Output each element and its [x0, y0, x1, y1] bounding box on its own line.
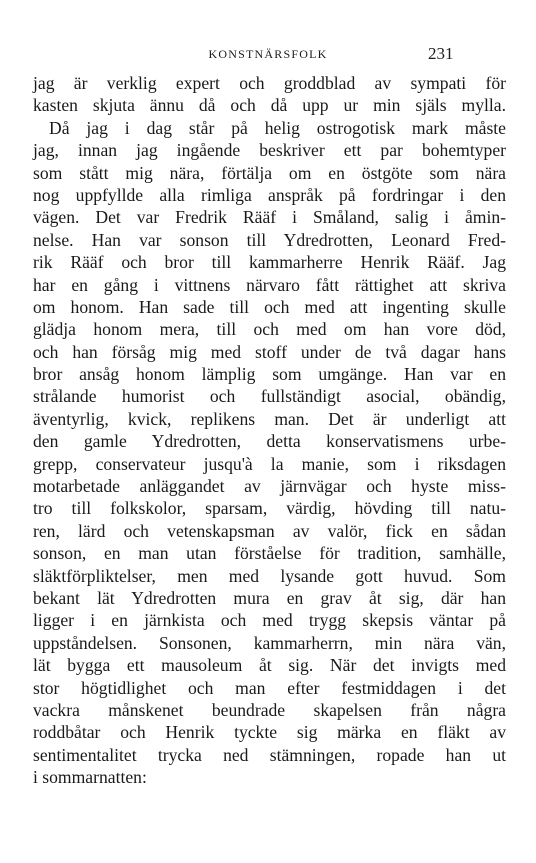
text-line: bekant lät Ydredrotten mura en grav åt sig, där han [33, 587, 506, 608]
text-line: och han försåg mig med stoff under de två dagar hans [33, 341, 506, 362]
text-line: Då jag i dag står på helig ostrogotisk mark måste [49, 117, 506, 138]
text-line: tro till folkskolor, sparsam, värdig, hövding till natu- [33, 498, 506, 519]
text-line: rik Rääf och bror till kammarherre Henrik Rääf. Jag [33, 252, 506, 273]
text-line: bror ansåg honom lämplig som umgänge. Han var en [33, 364, 506, 385]
text-line: stor högtidlighet och man efter festmiddagen i det [33, 677, 506, 698]
text-line: ligger i en järnkista och med trygg skepsis väntar på [33, 610, 506, 631]
text-line: ren, lärd och vetenskapsman av valör, fick en sådan [33, 520, 506, 541]
text-line: den gamle Ydredrotten, detta konservatismens urbe- [33, 431, 506, 452]
text-line: uppståndelsen. Sonsonen, kammarherrn, min nära vän, [33, 632, 506, 653]
text-line: jag är verklig expert och groddblad av sympati för [33, 73, 506, 93]
running-title: KONSTNÄRSFOLK [208, 47, 328, 61]
text-line: nelse. Han var sonson till Ydredrotten, Leonard Fred- [33, 229, 506, 250]
text-line: vackra månskenet beundrade skapelsen från några [33, 699, 506, 720]
text-line: som stått mig nära, förtälja om en östgöte som nära [33, 162, 506, 183]
page-number: 231 [428, 44, 454, 63]
text-line: släktförpliktelser, men med lysande gott huvud. Som [33, 565, 506, 586]
text-line: kasten skjuta ännu då och då upp ur min själs mylla. [33, 95, 506, 116]
text-line: grepp, conservateur jusqu'à la manie, som i riksdagen [33, 453, 506, 474]
text-line: jag, innan jag ingående beskriver ett par bohemtyper [33, 140, 506, 161]
text-line: strålande humorist och fullständigt asocial, obändig, [33, 386, 506, 407]
text-line: nog uppfyllde alla rimliga anspråk på fordringar i den [33, 184, 506, 205]
text-line: glädja honom mera, till och med om han vore död, [33, 319, 506, 340]
text-line: lät bygga ett mausoleum åt sig. När det invigts med [33, 655, 506, 676]
text-line: roddbåtar och Henrik tyckte sig märka en fläkt av [33, 722, 506, 743]
body-text [33, 72, 506, 789]
text-line: sonson, en man utan förståelse för tradition, samhälle, [33, 543, 506, 564]
text-line: vägen. Det var Fredrik Rääf i Småland, salig i åmin- [33, 207, 506, 228]
text-line: äventyrlig, kvick, replikens man. Det är underligt att [33, 408, 506, 429]
text-line: i sommarnatten: [33, 767, 147, 788]
text-line: motarbetade anläggandet av järnvägar och hyste miss- [33, 476, 506, 497]
text-line: sentimentalitet trycka ned stämningen, ropade han ut [33, 744, 506, 765]
running-head [0, 44, 536, 64]
text-line: om honom. Han sade till och med att ingenting skulle [33, 296, 506, 317]
text-line: har en gång i vittnens närvaro fått rättighet att skriva [33, 274, 506, 295]
